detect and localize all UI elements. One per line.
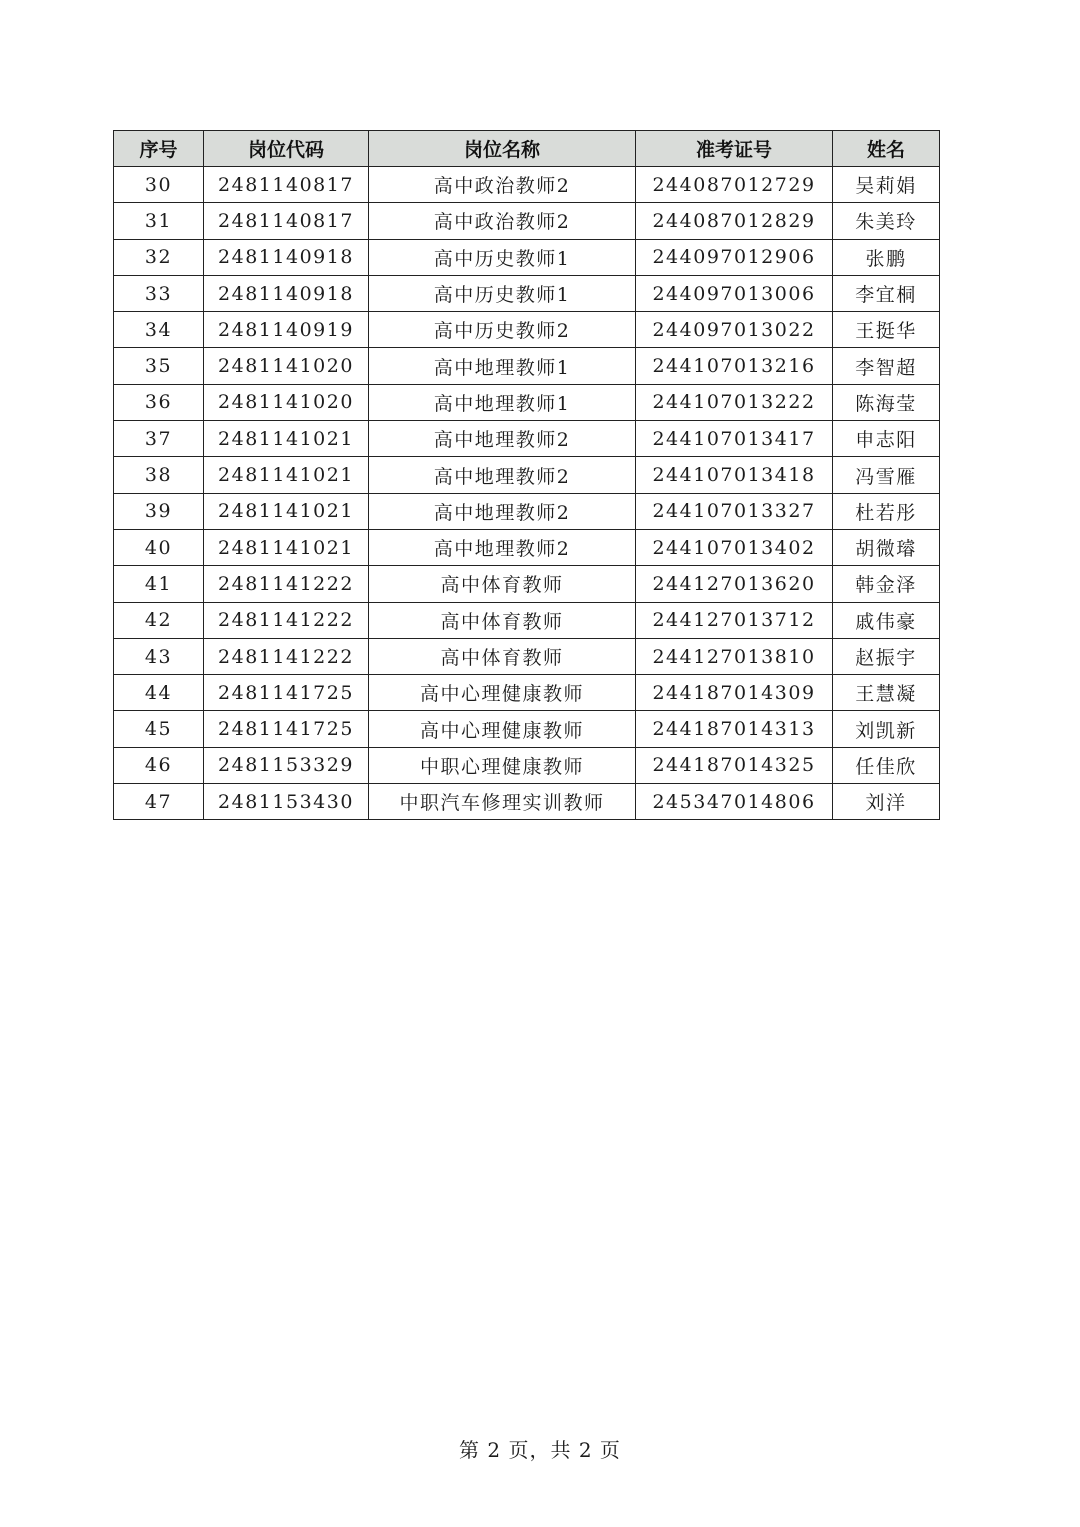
- cell-ticket-number: 244097012906: [636, 239, 833, 275]
- cell-position-code: 2481140918: [204, 239, 369, 275]
- table-row: [114, 275, 940, 311]
- cell-position-name: 高中历史教师2: [369, 312, 636, 348]
- cell-position-code: 2481141222: [204, 638, 369, 674]
- cell-ticket-number: 244107013417: [636, 421, 833, 457]
- cell-seq: 47: [114, 784, 204, 820]
- cell-position-name: 高中地理教师2: [369, 457, 636, 493]
- cell-ticket-number: 244107013222: [636, 384, 833, 420]
- cell-name: 王挺华: [833, 312, 940, 348]
- table-row: [114, 529, 940, 565]
- cell-position-name: 高中地理教师1: [369, 384, 636, 420]
- cell-position-code: 2481140919: [204, 312, 369, 348]
- header-seq: 序号: [114, 131, 204, 167]
- table-row: [114, 384, 940, 420]
- cell-position-name: 高中历史教师1: [369, 239, 636, 275]
- cell-seq: 38: [114, 457, 204, 493]
- cell-position-name: 高中政治教师2: [369, 203, 636, 239]
- cell-position-code: 2481153329: [204, 747, 369, 783]
- cell-position-code: 2481141222: [204, 602, 369, 638]
- cell-seq: 42: [114, 602, 204, 638]
- cell-ticket-number: 244127013810: [636, 638, 833, 674]
- cell-seq: 46: [114, 747, 204, 783]
- cell-name: 李智超: [833, 348, 940, 384]
- cell-name: 任佳欣: [833, 747, 940, 783]
- table-row: [114, 312, 940, 348]
- table-row: [114, 784, 940, 820]
- page-number-footer: 第 2 页，共 2 页: [459, 1438, 621, 1462]
- cell-name: 张鹏: [833, 239, 940, 275]
- cell-position-code: 2481141222: [204, 566, 369, 602]
- table-row: [114, 239, 940, 275]
- cell-ticket-number: 244107013402: [636, 529, 833, 565]
- table-row: [114, 675, 940, 711]
- table-header-row: [114, 131, 940, 167]
- cell-position-name: 高中地理教师2: [369, 421, 636, 457]
- cell-position-name: 高中地理教师2: [369, 493, 636, 529]
- cell-position-name: 高中心理健康教师: [369, 675, 636, 711]
- header-ticket-number: 准考证号: [636, 131, 833, 167]
- cell-seq: 41: [114, 566, 204, 602]
- cell-position-name: 高中体育教师: [369, 602, 636, 638]
- cell-seq: 37: [114, 421, 204, 457]
- cell-position-name: 高中历史教师1: [369, 275, 636, 311]
- cell-name: 韩金泽: [833, 566, 940, 602]
- cell-ticket-number: 244087012829: [636, 203, 833, 239]
- cell-ticket-number: 244097013006: [636, 275, 833, 311]
- cell-name: 吴莉娟: [833, 167, 940, 203]
- cell-ticket-number: 244187014325: [636, 747, 833, 783]
- cell-seq: 34: [114, 312, 204, 348]
- cell-ticket-number: 244097013022: [636, 312, 833, 348]
- cell-name: 申志阳: [833, 421, 940, 457]
- cell-name: 刘凯新: [833, 711, 940, 747]
- cell-name: 戚伟豪: [833, 602, 940, 638]
- cell-ticket-number: 244187014313: [636, 711, 833, 747]
- table-row: [114, 203, 940, 239]
- cell-seq: 39: [114, 493, 204, 529]
- cell-position-name: 高中心理健康教师: [369, 711, 636, 747]
- cell-position-name: 高中地理教师2: [369, 529, 636, 565]
- header-position-code: 岗位代码: [204, 131, 369, 167]
- cell-name: 冯雪雁: [833, 457, 940, 493]
- cell-seq: 36: [114, 384, 204, 420]
- table-row: [114, 421, 940, 457]
- cell-position-code: 2481141021: [204, 421, 369, 457]
- cell-name: 李宜桐: [833, 275, 940, 311]
- cell-position-code: 2481140817: [204, 167, 369, 203]
- cell-ticket-number: 244187014309: [636, 675, 833, 711]
- cell-seq: 32: [114, 239, 204, 275]
- table-body: [114, 167, 940, 820]
- table-row: [114, 566, 940, 602]
- cell-position-name: 中职汽车修理实训教师: [369, 784, 636, 820]
- table-row: [114, 638, 940, 674]
- cell-seq: 30: [114, 167, 204, 203]
- cell-ticket-number: 244087012729: [636, 167, 833, 203]
- roster-table: [113, 130, 940, 820]
- cell-seq: 33: [114, 275, 204, 311]
- cell-position-name: 高中政治教师2: [369, 167, 636, 203]
- cell-position-code: 2481141021: [204, 457, 369, 493]
- cell-name: 赵振宇: [833, 638, 940, 674]
- table-row: [114, 747, 940, 783]
- cell-seq: 40: [114, 529, 204, 565]
- cell-position-name: 中职心理健康教师: [369, 747, 636, 783]
- cell-seq: 43: [114, 638, 204, 674]
- cell-position-code: 2481141725: [204, 675, 369, 711]
- cell-ticket-number: 245347014806: [636, 784, 833, 820]
- cell-position-code: 2481141021: [204, 529, 369, 565]
- cell-position-name: 高中体育教师: [369, 638, 636, 674]
- cell-seq: 35: [114, 348, 204, 384]
- header-name: 姓名: [833, 131, 940, 167]
- cell-name: 朱美玲: [833, 203, 940, 239]
- cell-name: 胡微璿: [833, 529, 940, 565]
- header-position-name: 岗位名称: [369, 131, 636, 167]
- cell-position-code: 2481140817: [204, 203, 369, 239]
- table-row: [114, 493, 940, 529]
- cell-position-name: 高中体育教师: [369, 566, 636, 602]
- cell-position-code: 2481153430: [204, 784, 369, 820]
- cell-seq: 31: [114, 203, 204, 239]
- cell-position-code: 2481141020: [204, 348, 369, 384]
- cell-position-code: 2481140918: [204, 275, 369, 311]
- cell-ticket-number: 244127013620: [636, 566, 833, 602]
- table-row: [114, 348, 940, 384]
- cell-name: 杜若彤: [833, 493, 940, 529]
- table-row: [114, 167, 940, 203]
- cell-ticket-number: 244127013712: [636, 602, 833, 638]
- table-row: [114, 457, 940, 493]
- cell-name: 陈海莹: [833, 384, 940, 420]
- cell-ticket-number: 244107013418: [636, 457, 833, 493]
- cell-ticket-number: 244107013327: [636, 493, 833, 529]
- cell-seq: 45: [114, 711, 204, 747]
- cell-name: 刘洋: [833, 784, 940, 820]
- table-row: [114, 602, 940, 638]
- cell-position-code: 2481141725: [204, 711, 369, 747]
- cell-name: 王慧凝: [833, 675, 940, 711]
- table-row: [114, 711, 940, 747]
- cell-seq: 44: [114, 675, 204, 711]
- cell-position-name: 高中地理教师1: [369, 348, 636, 384]
- cell-position-code: 2481141020: [204, 384, 369, 420]
- cell-position-code: 2481141021: [204, 493, 369, 529]
- cell-ticket-number: 244107013216: [636, 348, 833, 384]
